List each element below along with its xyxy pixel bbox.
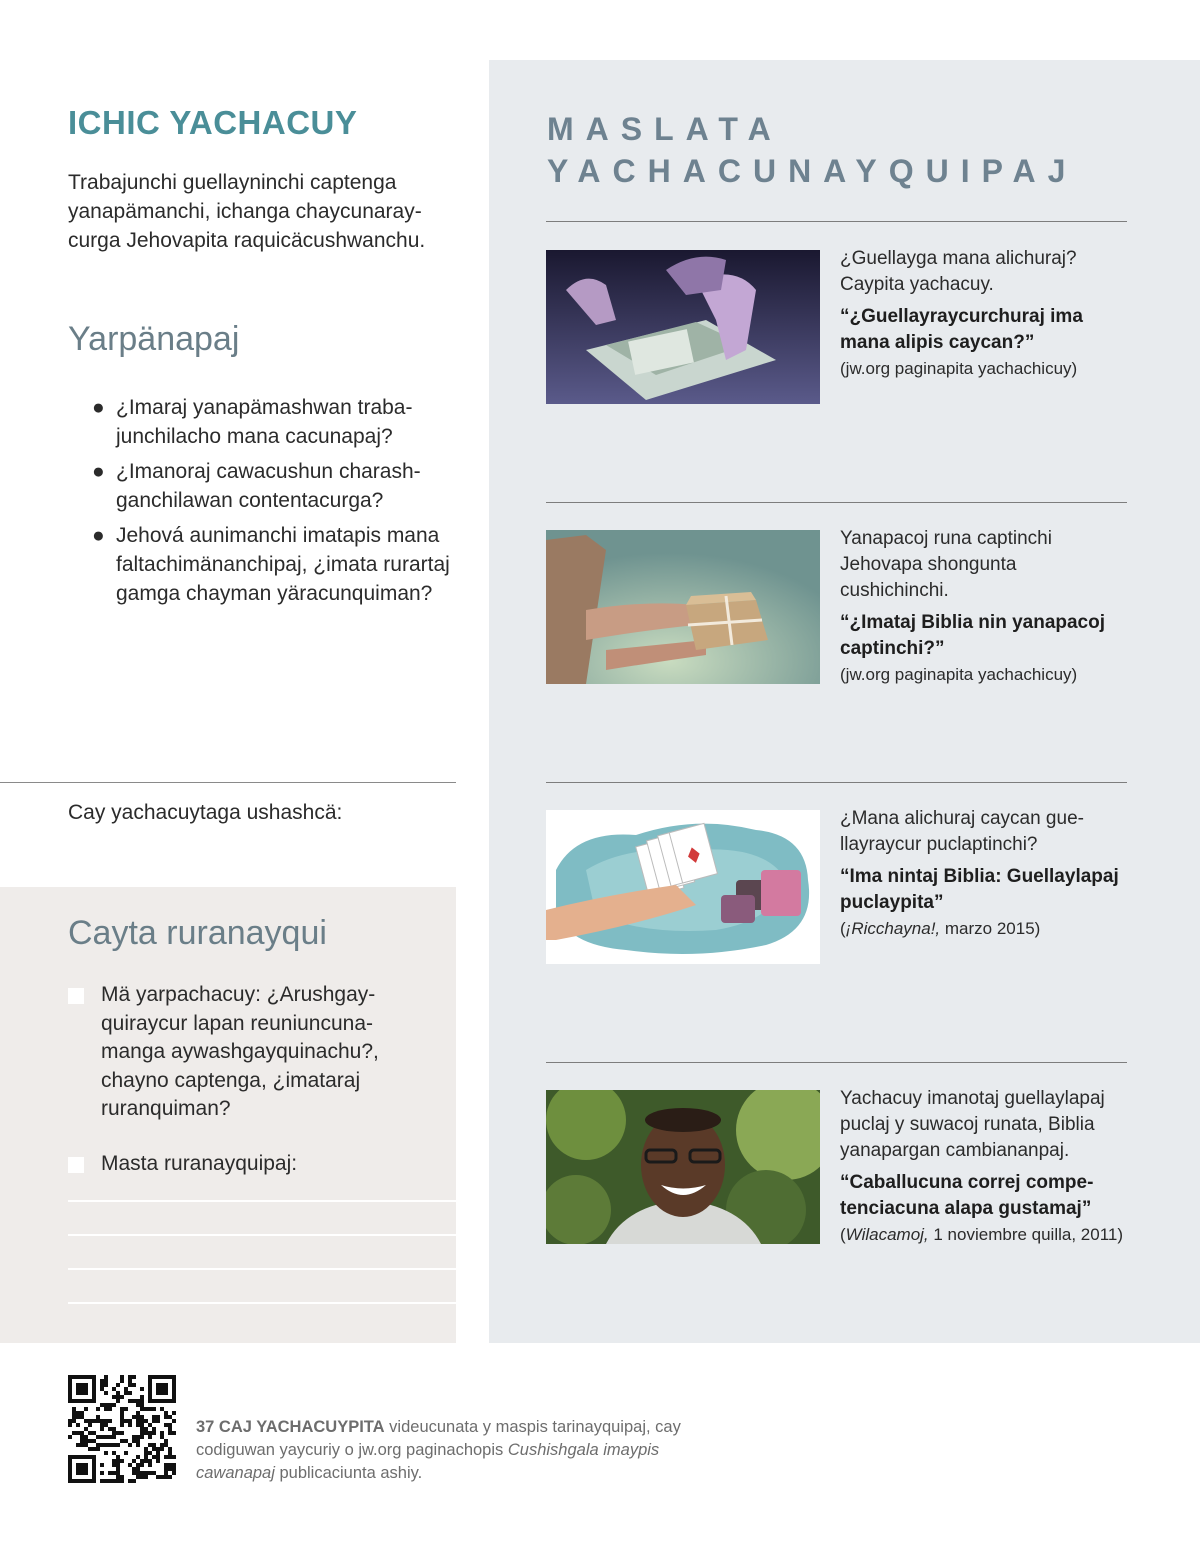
- review-question-text: Jehová aunimanchi imatapis mana faltachimänanchipaj, ¿imata rurartaj gamga chayman yäracunquiman?: [116, 524, 450, 605]
- footer-body-end: publicaciunta ashiy.: [274, 1464, 423, 1482]
- checkbox[interactable]: [68, 1157, 84, 1173]
- summary-title: ICHIC YACHACUY: [68, 104, 358, 141]
- explore-item[interactable]: [546, 810, 1146, 1000]
- explore-item[interactable]: [546, 1090, 1146, 1280]
- item-title[interactable]: “Caballucuna correj competenciacuna alapa gustamaj”: [840, 1172, 1094, 1219]
- item-source: (jw.org paginapita yachachicuy): [840, 359, 1078, 378]
- source-paren: (: [840, 1225, 846, 1244]
- todo-item[interactable]: [68, 1150, 428, 1179]
- source-date: marzo 2015): [940, 919, 1041, 938]
- source-publication: ¡Ricchayna!,: [845, 919, 941, 938]
- checkbox[interactable]: [68, 988, 84, 1004]
- item-intro: ¿Mana alichuraj caycan guellayraycur puclaptinchi?: [840, 808, 1084, 855]
- explore-item[interactable]: [546, 530, 1146, 720]
- item-title[interactable]: “¿Guellayraycurchuraj ima mana alipis caycan?”: [840, 306, 1083, 353]
- explore-item-text: [840, 806, 1130, 942]
- review-question-text: ¿Imaraj yanapämashwan trabajunchilacho mana cacunapaj?: [116, 396, 413, 448]
- explore-title-line: MASLATA: [547, 111, 783, 147]
- section-divider: [0, 782, 456, 783]
- write-in-line[interactable]: [68, 1200, 456, 1202]
- money-hands-image: [546, 250, 820, 404]
- todo-box: [0, 887, 456, 1343]
- review-question: [92, 393, 452, 451]
- summary-text: Trabajunchi guellayninchi captenga yanapämanchi, ichanga chaycunaraycurga Jehovapita raquicäcushwanchu.: [68, 171, 426, 252]
- source-date: 1 noviembre quilla, 2011): [928, 1225, 1124, 1244]
- write-in-line[interactable]: [68, 1268, 456, 1270]
- item-divider: [546, 502, 1127, 503]
- qr-code[interactable]: [68, 1375, 176, 1483]
- review-title: Yarpänapaj: [68, 320, 240, 358]
- explore-item[interactable]: [546, 250, 1146, 440]
- item-source: (jw.org paginapita yachachicuy): [840, 665, 1078, 684]
- item-intro: ¿Guellayga mana alichuraj? Caypita yachacuy.: [840, 248, 1077, 295]
- item-source: [840, 916, 1130, 942]
- item-title[interactable]: “Ima nintaj Biblia: Guellaylapaj puclaypita”: [840, 866, 1119, 913]
- todo-item-text: Mä yarpachacuy: ¿Arushgayquiraycur lapan reuniuncunamanga aywashgayquinachu?, chayno captenga, ¿imataraj ruranquiman?: [101, 983, 379, 1120]
- footer-text: [196, 1416, 736, 1485]
- item-divider: [546, 1062, 1127, 1063]
- source-publication: Wilacamoj,: [845, 1225, 929, 1244]
- smiling-man-image: [546, 1090, 820, 1244]
- left-column: [0, 0, 456, 1343]
- bullet-icon: ●: [92, 396, 105, 419]
- review-questions: [92, 393, 452, 614]
- explore-title-line: YACHACUNAYQUIPAJ: [547, 153, 1078, 189]
- source-paren: (: [840, 919, 846, 938]
- explore-item-text: [840, 246, 1130, 382]
- footer-body: videucunata y maspis tarinayquipaj, cay codiguwan yaycuriy o jw.org paginachopis: [196, 1418, 681, 1459]
- todo-title: Cayta ruranayqui: [68, 914, 327, 952]
- todo-item[interactable]: [68, 981, 428, 1124]
- item-intro: Yanapacoj runa captinchi Jehovapa shongunta cushichinchi.: [840, 528, 1052, 601]
- explore-item-text: [840, 1086, 1130, 1248]
- footer-publication: Cushishgala imaypis cawanapaj: [196, 1441, 660, 1482]
- bullet-icon: ●: [92, 460, 105, 483]
- item-source: [840, 1222, 1130, 1248]
- write-in-line[interactable]: [68, 1234, 456, 1236]
- cards-chips-image: [546, 810, 820, 964]
- item-divider: [546, 782, 1127, 783]
- bullet-icon: ●: [92, 524, 105, 547]
- gift-package-image: [546, 530, 820, 684]
- item-divider: [546, 221, 1127, 222]
- item-intro: Yachacuy imanotaj guellaylapaj puclaj y suwacoj runata, Biblia yanapargan cambiananpaj.: [840, 1088, 1105, 1161]
- write-in-line[interactable]: [68, 1302, 456, 1304]
- review-question-text: ¿Imanoraj cawacushun charashganchilawan contentacurga?: [116, 460, 421, 512]
- item-title[interactable]: “¿Imataj Biblia nin yanapacoj captinchi?”: [840, 612, 1106, 659]
- review-question: [92, 521, 452, 608]
- footer-lesson: 37 CAJ YACHACUYPITA: [196, 1418, 385, 1436]
- explore-panel: [489, 60, 1200, 1343]
- explore-item-text: [840, 526, 1130, 688]
- explore-title: [547, 108, 1077, 192]
- completion-date-label: Cay yachacuytaga ushashcä:: [68, 801, 343, 824]
- review-question: [92, 457, 452, 515]
- todo-item-text: Masta ruranayquipaj:: [101, 1152, 298, 1175]
